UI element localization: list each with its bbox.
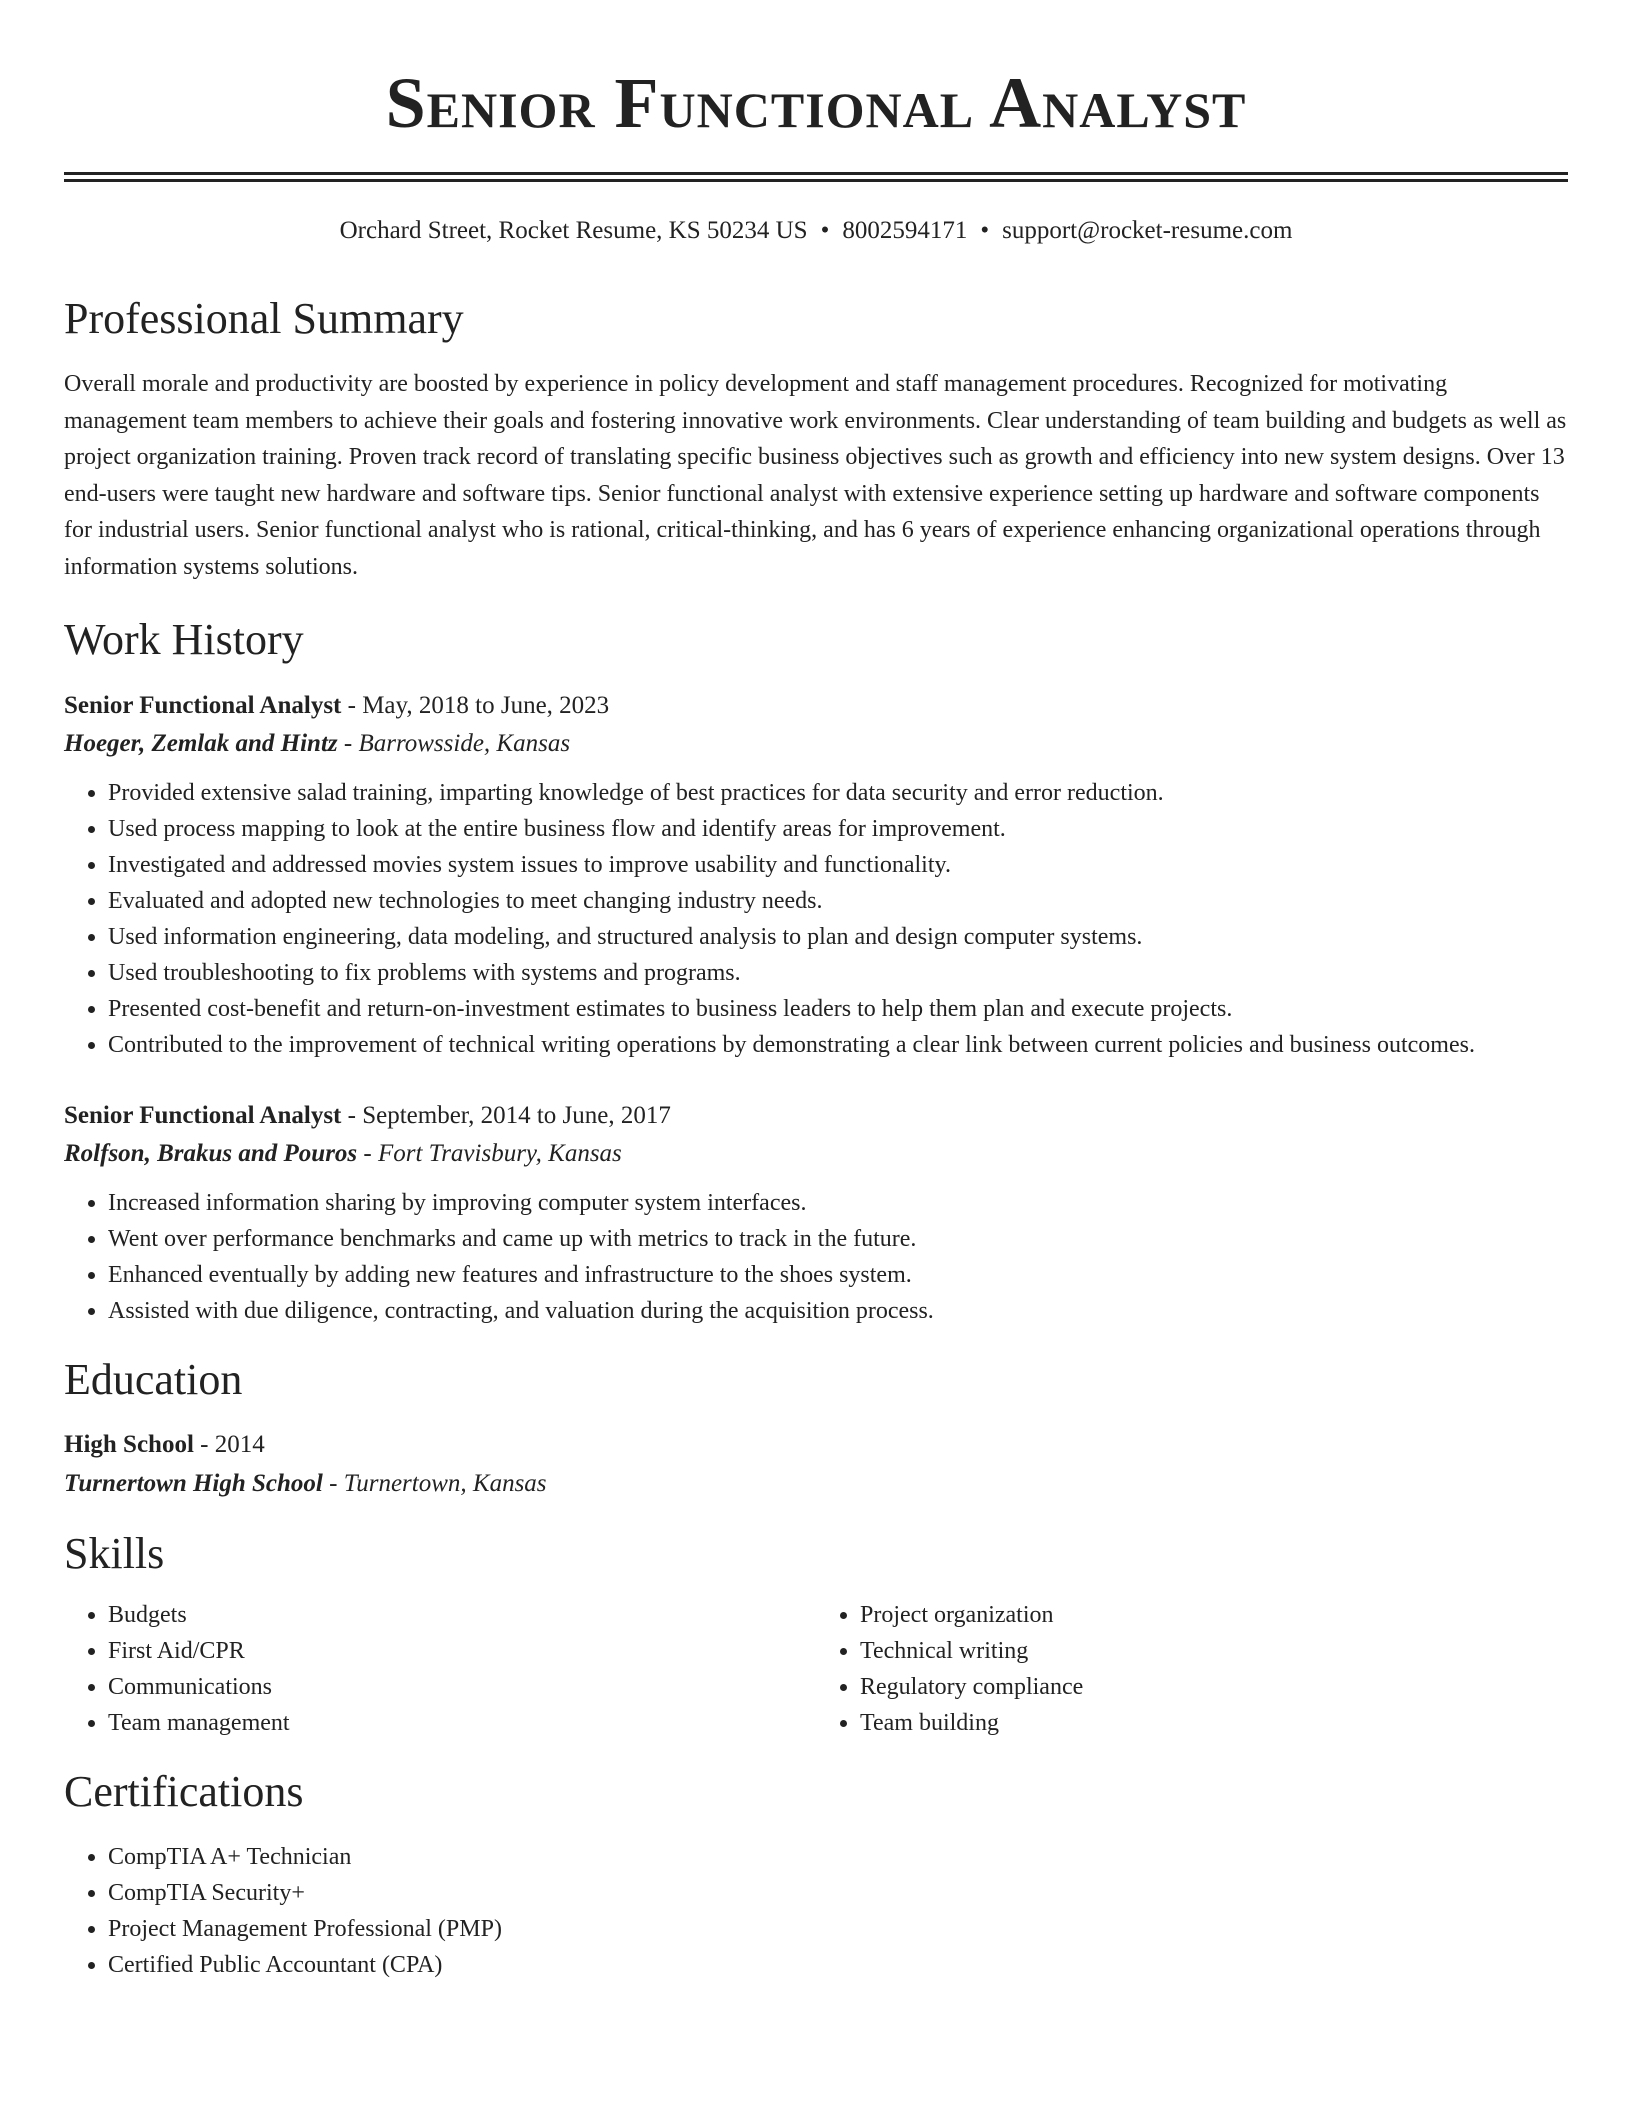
- education-school: Turnertown High School: [64, 1470, 323, 1497]
- skills-list-right: [816, 1597, 1568, 1741]
- section-title-education: Education: [64, 1355, 243, 1404]
- job-bullet: • Presented cost-benefit and return-on-investment estimates to business leaders to help them plan and execute projects.: [108, 991, 1568, 1027]
- job-company: Hoeger, Zemlak and Hintz: [64, 730, 338, 757]
- skill-item: • Budgets: [108, 1597, 816, 1633]
- skills-section: [64, 1529, 1568, 1741]
- summary-text: Overall morale and productivity are boosted by experience in policy development and staff management procedures. Recognized for motivating management team members to achieve their goals and fostering innovative work environments. Clear understanding of team building and budgets as well as project organization training. Proven track record of translating specific business objectives such as growth and efficiency into new system designs. Over 13 end-users were taught new hardware and software tips. Senior functional analyst with extensive experience setting up hardware and software components for industrial users. Senior functional analyst who is rational, critical-thinking, and has 6 years of experience enhancing organizational operations through information systems solutions.: [64, 371, 1567, 580]
- section-title-summary: Professional Summary: [64, 294, 464, 343]
- contact-email: support@rocket-resume.com: [1002, 217, 1293, 244]
- skills-list-left: [64, 1597, 816, 1741]
- job-bullet-list: [64, 775, 1568, 1063]
- skills-grid: [64, 1597, 1568, 1741]
- job-title-line: [64, 1097, 1568, 1135]
- section-title-work-history: Work History: [64, 615, 304, 664]
- job-bullet-list: [64, 1185, 1568, 1329]
- skill-item: • Team management: [108, 1705, 816, 1741]
- job-bullet: • Used information engineering, data modeling, and structured analysis to plan and design computer systems.: [108, 919, 1568, 955]
- job-bullet: • Used troubleshooting to fix problems with systems and programs.: [108, 955, 1568, 991]
- job-bullet: • Provided extensive salad training, imparting knowledge of best practices for data security and error reduction.: [108, 775, 1568, 811]
- certification-item: • Certified Public Accountant (CPA): [108, 1947, 1568, 1983]
- job-bullet: • Assisted with due diligence, contracting, and valuation during the acquisition process.: [108, 1293, 1568, 1329]
- skill-item: • Regulatory compliance: [860, 1669, 1568, 1705]
- contact-separator: •: [980, 217, 990, 244]
- job-bullet: • Evaluated and adopted new technologies to meet changing industry needs.: [108, 883, 1568, 919]
- summary-section: [64, 294, 1568, 585]
- resume-name: Senior Functional Analyst: [385, 63, 1247, 143]
- contact-address: Orchard Street, Rocket Resume, KS 50234 US: [339, 217, 808, 244]
- certification-item: • CompTIA Security+: [108, 1875, 1568, 1911]
- certifications-section: [64, 1767, 1568, 1983]
- contact-phone: 8002594171: [842, 217, 968, 244]
- job-bullet: • Enhanced eventually by adding new features and infrastructure to the shoes system.: [108, 1257, 1568, 1293]
- job-dates: - September, 2014 to June, 2017: [347, 1102, 671, 1129]
- job-company-line: [64, 1135, 1568, 1173]
- job-dates: - May, 2018 to June, 2023: [347, 692, 610, 719]
- job-bullet: • Went over performance benchmarks and came up with metrics to track in the future.: [108, 1221, 1568, 1257]
- job-entry: [64, 1097, 1568, 1329]
- certification-list: [64, 1839, 1568, 1983]
- skill-item: • Communications: [108, 1669, 816, 1705]
- job-title-line: [64, 687, 1568, 725]
- education-degree-line: [64, 1425, 1568, 1464]
- job-company-line: [64, 725, 1568, 763]
- job-location: - Fort Travisbury, Kansas: [363, 1140, 622, 1167]
- job-bullet: • Increased information sharing by improving computer system interfaces.: [108, 1185, 1568, 1221]
- education-year: - 2014: [200, 1431, 265, 1458]
- skill-item: • Project organization: [860, 1597, 1568, 1633]
- job-bullet: • Investigated and addressed movies system issues to improve usability and functionality.: [108, 847, 1568, 883]
- education-degree: High School: [64, 1431, 194, 1458]
- job-role: Senior Functional Analyst: [64, 1102, 342, 1129]
- job-role: Senior Functional Analyst: [64, 692, 342, 719]
- certification-item: • CompTIA A+ Technician: [108, 1839, 1568, 1875]
- contact-separator: •: [820, 217, 830, 244]
- job-bullet: • Used process mapping to look at the entire business flow and identify areas for improvement.: [108, 811, 1568, 847]
- section-title-certifications: Certifications: [64, 1767, 304, 1816]
- education-location: - Turnertown, Kansas: [329, 1470, 547, 1497]
- contact-line: [64, 216, 1568, 246]
- certification-item: • Project Management Professional (PMP): [108, 1911, 1568, 1947]
- skill-item: • Technical writing: [860, 1633, 1568, 1669]
- job-location: - Barrowsside, Kansas: [343, 730, 571, 757]
- header-double-rule: [64, 172, 1568, 182]
- section-title-skills: Skills: [64, 1529, 165, 1578]
- job-company: Rolfson, Brakus and Pouros: [64, 1140, 358, 1167]
- skill-item: • First Aid/CPR: [108, 1633, 816, 1669]
- job-entry: [64, 687, 1568, 1063]
- education-section: [64, 1355, 1568, 1503]
- education-school-line: [64, 1464, 1568, 1503]
- work-history-section: [64, 615, 1568, 1329]
- job-bullet: • Contributed to the improvement of technical writing operations by demonstrating a clear link between current policies and business outcomes.: [108, 1027, 1568, 1063]
- skill-item: • Team building: [860, 1705, 1568, 1741]
